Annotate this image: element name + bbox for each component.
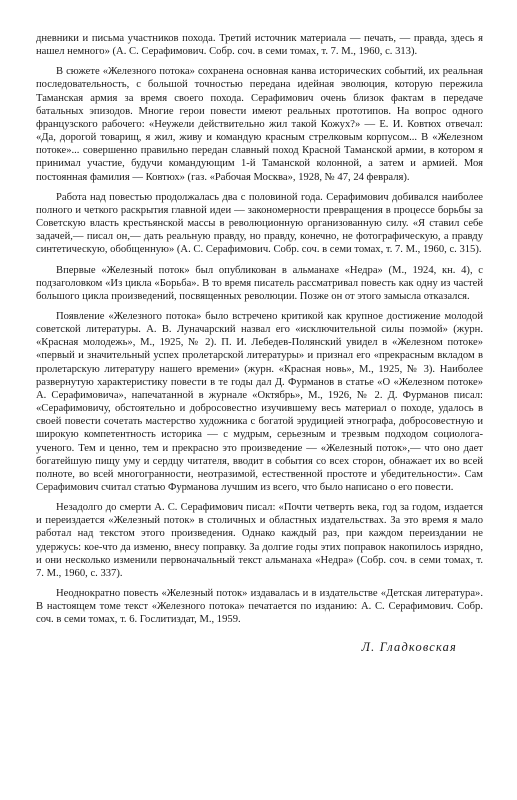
paragraph-plot: В сюжете «Железного потока» сохранена основная канва исторических событий, их реальная последовательность, с большой точностью передана идейная эволюция, которую пережила Таманская армия за время своего похода. Серафимович очень близок фактам в передаче батальных эпизодов. Многие герои повести имеют реальных прототипов. На вопрос одного французского рабочего: «Неужели действительно жил такой Кожух?» — Е. И. Ковтюх отвечал: «Да, дорогой товарищ, я жил, живу и командую красным стрелковым корпусом... В «Железном потоке»... совершенно правильно передан славный поход Красной Таманской армии, в котором я принимал участие, будучи командующим 1-й Таманской колонной, а затем и армией. Моя постоянная фамилия — Ковтюх» (газ. «Рабочая Москва», 1928, № 47, 24 февраля). [36,66,483,183]
paragraph-revisions: Незадолго до смерти А. С. Серафимович писал: «Почти четверть века, год за годом, издается и переиздается «Железный поток» в столичных и областных издательствах. За это время я мало работал над текстом этого произведения. Однако каждый раз, при каждом переиздании не удержусь: кое-что да изменю, внесу поправку. За долгие годы этих поправок накопилось изрядно, и они несколько изменили первоначальный текст альманаха «Недра» (Собр. соч. в семи томах, т. 7. М., 1960, с. 337). [36,502,483,579]
paragraph-edition-note: Неоднократно повесть «Железный поток» издавалась и в издательстве «Детская литература». В настоящем томе текст «Железного потока» печатается по изданию: А. С. Серафимович. Собр. соч. в семи томах, т. 6. Гослитиздат, М., 1959. [36,588,483,626]
paragraph-work-process: Работа над повестью продолжалась два с половиной года. Серафимович добивался наиболее полного и четкого раскрытия главной идеи — закономерности превращения в процессе борьбы за Советскую власть крестьянской массы в революционную организованную силу. «Я ставил себе задачей,— писал он,— дать реальную правду, но правду, конечно, не фотографическую, а правду синтетическую, обобщенную» (А. С. Серафимович. Собр. соч. в семи томах, т. 7. М., 1960, с. 315). [36,191,483,256]
paragraph-continuation: дневники и письма участников похода. Третий источник материала — печать, — правда, здесь я нашел немного» (А. С. Серафимович. Собр. соч. в семи томах, т. 7. М., 1960, с. 313). [36,33,483,58]
paragraph-critical-reception: Появление «Железного потока» было встречено критикой как крупное достижение молодой советской литературы. А. В. Луначарский назвал его «исключительной силы поэмой» (журн. «Красная молодежь», М., 1925, № 2). П. И. Лебедев-Полянский увидел в «Железном потоке» «первый и значительный успех пролетарской литературы» и признал его «прекрасным вкладом в пролетарскую литературу нашего времени» (журн. «Красная новь», М., 1925, № 3). Наиболее развернутую характеристику повести в те годы дал Д. Фурманов в статье «О «Железном потоке» А. Серафимовича», напечатанной в журнале «Октябрь», М., 1926, № 2. Д. Фурманов писал: «Серафимовичу, обстоятельно и добросовестно изучившему весь материал о походе, удалось в своей повести сочетать мастерство художника с богатой эрудицией этнографа, добросовестную и широкую компетентность историка — с мудрым, серьезным и трезвым подходом социолога-ученого. Тем и ценно, тем и прекрасно это произведение — «Железный поток»,— что оно дает богатейшую пищу уму и сердцу читателя, вводит в события со всех сторон, обнажает их во всей полноте, во всей многогранности, неотразимой, естественной простоте и убедительности». Сам Серафимович считал статью Фурманова лучшим из всего, что было написано о его повести. [36,310,483,493]
paragraph-first-publication: Впервые «Железный поток» был опубликован в альманахе «Недра» (М., 1924, кн. 4), с подзаголовком «Из цикла «Борьба». В то время писатель рассматривал повесть как одну из частей большого цикла произведений, посвященных революции. Позже он от этого замысла отказался. [36,264,483,302]
author-signature: Л. Гладковская [361,639,457,654]
